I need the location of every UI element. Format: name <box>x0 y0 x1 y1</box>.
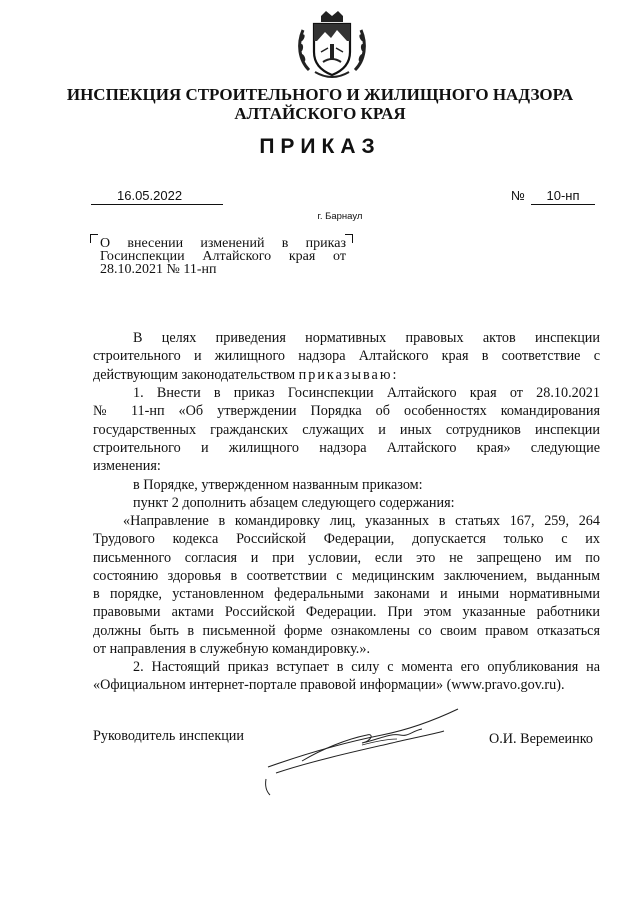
quote-line: в порядке, установленном федеральными законами и иными нормативными <box>93 586 600 603</box>
subject-line-1: О внесении изменений в приказ <box>100 236 346 251</box>
quote-line: должны быть в письменной форме ознакомлены со своим правом отказаться <box>93 622 600 639</box>
order-subject <box>100 237 346 276</box>
number-sign: № <box>511 188 525 203</box>
subject-line-3: 28.10.2021 № 11-нп <box>100 262 217 277</box>
preamble-line: строительного и жилищного надзора Алтайского края в соответствие с <box>93 348 600 365</box>
quote-line: от направления в служебную командировку.». <box>93 641 370 658</box>
quote-line: «Направление в командировку лиц, указанных в статьях 167, 259, 264 <box>123 513 600 529</box>
preamble <box>93 329 600 384</box>
handwritten-signature-icon <box>262 705 462 800</box>
item-1 <box>93 384 600 475</box>
item2-line: «Официальном интернет-портале правовой информации» (www.pravo.gov.ru). <box>93 677 565 694</box>
preamble-colon: : <box>392 366 397 383</box>
item1-line: № 11-нп «Об утверждении Порядка об особенностях командирования <box>93 403 600 420</box>
item1-line: изменения: <box>93 458 161 475</box>
item-2 <box>93 658 600 695</box>
coat-of-arms-icon <box>293 8 371 86</box>
quote-line: состоянию здоровья в соответствии с медицинским заключением, выданным <box>93 567 600 584</box>
order-date: 16.05.2022 <box>91 188 223 205</box>
quoted-text <box>93 512 600 658</box>
preamble-order-word: приказываю <box>298 366 393 383</box>
quote-line: правовыми актами Российской Федерации. При этом указанные работники <box>93 604 600 621</box>
quote-line: письменного согласия и при условии, если это не запрещено им по <box>93 549 600 566</box>
preamble-line <box>93 366 600 384</box>
item1-line: 1. Внести в приказ Госинспекции Алтайского края от 28.10.2021 <box>133 385 600 401</box>
city: г. Барнаул <box>317 211 363 222</box>
paragraph-order: в Порядке, утвержденном названным приказом: <box>133 477 423 493</box>
signatory-name: О.И. Веремеинко <box>489 731 594 747</box>
subject-bracket-right <box>345 234 353 243</box>
subject-line-2: Госинспекции Алтайского края от <box>100 249 346 264</box>
preamble-text: действующим законодательством <box>93 366 299 383</box>
paragraph-point: пункт 2 дополнить абзацем следующего содержания: <box>133 495 455 511</box>
order-number: 10-нп <box>531 188 595 205</box>
item1-line: строительного и жилищного надзора Алтайского края» следующие <box>93 439 600 456</box>
quote-line: Трудового кодекса Российской Федерации, допускается только с их <box>93 531 600 548</box>
subject-bracket-left <box>90 234 98 243</box>
organization-name-line2: АЛТАЙСКОГО КРАЯ <box>234 104 406 123</box>
item1-line: государственных гражданских служащих и иных сотрудников инспекции <box>93 421 600 438</box>
organization-name-line1: ИНСПЕКЦИЯ СТРОИТЕЛЬНОГО И ЖИЛИЩНОГО НАДЗОРА <box>66 85 574 104</box>
preamble-line: В целях приведения нормативных правовых актов инспекции <box>133 330 600 346</box>
document-type: ПРИКАЗ <box>259 135 381 158</box>
signatory-position: Руководитель инспекции <box>93 728 244 744</box>
item2-line: 2. Настоящий приказ вступает в силу с момента его опубликования на <box>133 659 600 675</box>
